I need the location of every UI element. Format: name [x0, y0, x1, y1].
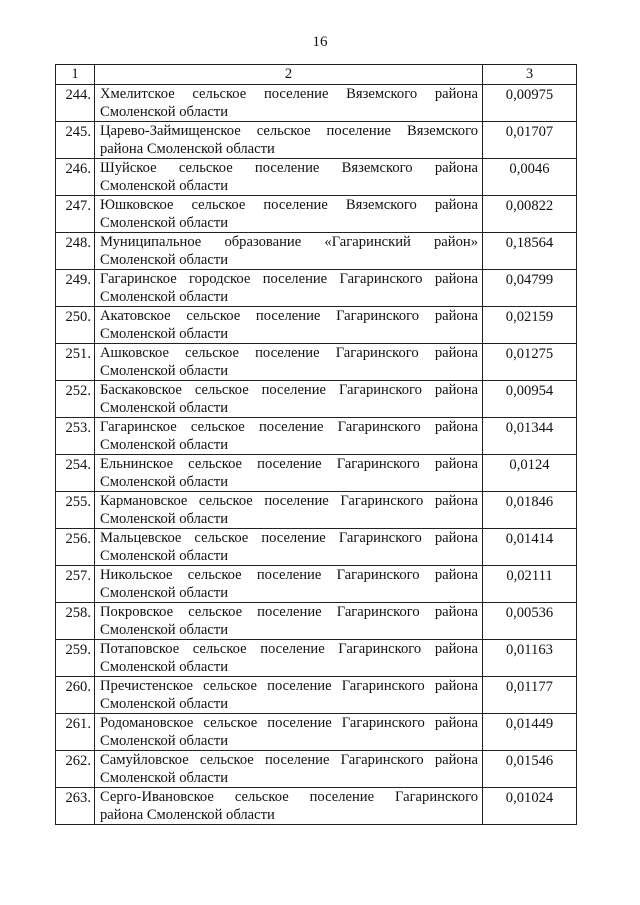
- row-number: 258.: [56, 603, 95, 640]
- table-row: [56, 529, 577, 566]
- municipality-name-line2: Смоленской области: [100, 621, 229, 638]
- municipality-name: [95, 307, 483, 344]
- table-row: [56, 85, 577, 122]
- municipality-name: [95, 714, 483, 751]
- municipality-name: [95, 455, 483, 492]
- municipality-name-line2: Смоленской области: [100, 251, 229, 268]
- page-number: 16: [312, 34, 328, 50]
- coefficient-value: 0,00954: [483, 381, 577, 418]
- coefficient-value: 0,01449: [483, 714, 577, 751]
- table-body: [56, 65, 577, 825]
- header-cell-value: 3: [483, 65, 577, 85]
- table-row: [56, 788, 577, 825]
- municipality-name-line2: Смоленской области: [100, 584, 229, 601]
- municipality-name-line1: Муниципальное образование «Гагаринский район»: [100, 234, 478, 250]
- table-row: [56, 159, 577, 196]
- coefficient-value: 0,0046: [483, 159, 577, 196]
- municipality-name: [95, 159, 483, 196]
- table-row: [56, 344, 577, 381]
- municipality-name: [95, 492, 483, 529]
- municipality-name-line1: Юшковское сельское поселение Вяземского района: [100, 197, 478, 213]
- row-number: 263.: [56, 788, 95, 825]
- municipality-name-line1: Ашковское сельское поселение Гагаринского района: [100, 345, 478, 361]
- coefficient-value: 0,01275: [483, 344, 577, 381]
- municipality-name-line1: Гагаринское городское поселение Гагаринского района: [100, 271, 478, 287]
- coefficient-value: 0,02111: [483, 566, 577, 603]
- municipality-name-line1: Ельнинское сельское поселение Гагаринского района: [100, 456, 478, 472]
- municipality-name-line1: Гагаринское сельское поселение Гагаринского района: [100, 419, 478, 435]
- municipality-name: [95, 751, 483, 788]
- allocation-table: [55, 64, 577, 825]
- municipality-name: [95, 529, 483, 566]
- coefficient-value: 0,01414: [483, 529, 577, 566]
- coefficient-value: 0,04799: [483, 270, 577, 307]
- row-number: 260.: [56, 677, 95, 714]
- coefficient-value: 0,02159: [483, 307, 577, 344]
- table-row: [56, 492, 577, 529]
- row-number: 248.: [56, 233, 95, 270]
- municipality-name-line1: Потаповское сельское поселение Гагаринского района: [100, 641, 478, 657]
- row-number: 252.: [56, 381, 95, 418]
- municipality-name: [95, 85, 483, 122]
- municipality-name-line2: Смоленской области: [100, 177, 229, 194]
- coefficient-value: 0,00822: [483, 196, 577, 233]
- row-number: 250.: [56, 307, 95, 344]
- municipality-name-line1: Хмелитское сельское поселение Вяземского района: [100, 86, 478, 102]
- table-row: [56, 381, 577, 418]
- municipality-name: [95, 640, 483, 677]
- municipality-name-line1: Серго-Ивановское сельское поселение Гагаринского: [100, 789, 478, 805]
- municipality-name-line1: Покровское сельское поселение Гагаринского района: [100, 604, 478, 620]
- municipality-name-line1: Шуйское сельское поселение Вяземского района: [100, 160, 478, 176]
- municipality-name-line2: Смоленской области: [100, 510, 229, 527]
- municipality-name-line2: Смоленской области: [100, 362, 229, 379]
- row-number: 247.: [56, 196, 95, 233]
- municipality-name: [95, 122, 483, 159]
- table-row: [56, 714, 577, 751]
- municipality-name-line1: Пречистенское сельское поселение Гагаринского района: [100, 678, 478, 694]
- table-row: [56, 307, 577, 344]
- municipality-name-line1: Кармановское сельское поселение Гагаринского района: [100, 493, 478, 509]
- table-row: [56, 233, 577, 270]
- row-number: 245.: [56, 122, 95, 159]
- coefficient-value: 0,01024: [483, 788, 577, 825]
- table-row: [56, 270, 577, 307]
- row-number: 249.: [56, 270, 95, 307]
- table-row: [56, 566, 577, 603]
- municipality-name-line2: Смоленской области: [100, 436, 229, 453]
- table-row: [56, 455, 577, 492]
- table-row: [56, 640, 577, 677]
- municipality-name: [95, 196, 483, 233]
- row-number: 256.: [56, 529, 95, 566]
- municipality-name-line1: Родомановское сельское поселение Гагаринского района: [100, 715, 478, 731]
- row-number: 255.: [56, 492, 95, 529]
- municipality-name-line2: Смоленской области: [100, 547, 229, 564]
- municipality-name: [95, 566, 483, 603]
- table-row: [56, 196, 577, 233]
- municipality-name: [95, 270, 483, 307]
- coefficient-value: 0,00536: [483, 603, 577, 640]
- row-number: 259.: [56, 640, 95, 677]
- municipality-name-line1: Никольское сельское поселение Гагаринского района: [100, 567, 478, 583]
- row-number: 251.: [56, 344, 95, 381]
- municipality-name: [95, 788, 483, 825]
- municipality-name: [95, 418, 483, 455]
- row-number: 254.: [56, 455, 95, 492]
- municipality-name-line2: Смоленской области: [100, 732, 229, 749]
- table-row: [56, 603, 577, 640]
- municipality-name-line1: Акатовское сельское поселение Гагаринского района: [100, 308, 478, 324]
- header-cell-number: 1: [56, 65, 95, 85]
- municipality-name-line2: района Смоленской области: [100, 140, 275, 157]
- municipality-name-line2: Смоленской области: [100, 769, 229, 786]
- coefficient-value: 0,01846: [483, 492, 577, 529]
- table-row: [56, 677, 577, 714]
- municipality-name-line2: Смоленской области: [100, 695, 229, 712]
- municipality-name-line1: Мальцевское сельское поселение Гагаринского района: [100, 530, 478, 546]
- municipality-name: [95, 233, 483, 270]
- municipality-name-line2: Смоленской области: [100, 214, 229, 231]
- table-row: [56, 122, 577, 159]
- municipality-name-line1: Самуйловское сельское поселение Гагаринского района: [100, 752, 478, 768]
- municipality-name-line2: Смоленской области: [100, 473, 229, 490]
- table-row: [56, 418, 577, 455]
- coefficient-value: 0,0124: [483, 455, 577, 492]
- municipality-name-line1: Баскаковское сельское поселение Гагаринского района: [100, 382, 478, 398]
- coefficient-value: 0,01546: [483, 751, 577, 788]
- municipality-name-line2: Смоленской области: [100, 325, 229, 342]
- row-number: 244.: [56, 85, 95, 122]
- coefficient-value: 0,01344: [483, 418, 577, 455]
- coefficient-value: 0,01707: [483, 122, 577, 159]
- coefficient-value: 0,01163: [483, 640, 577, 677]
- header-cell-name: 2: [95, 65, 483, 85]
- municipality-name-line2: Смоленской области: [100, 103, 229, 120]
- table-row: [56, 751, 577, 788]
- municipality-name: [95, 344, 483, 381]
- municipality-name: [95, 381, 483, 418]
- municipality-name-line2: Смоленской области: [100, 288, 229, 305]
- row-number: 253.: [56, 418, 95, 455]
- coefficient-value: 0,18564: [483, 233, 577, 270]
- row-number: 257.: [56, 566, 95, 603]
- coefficient-value: 0,00975: [483, 85, 577, 122]
- row-number: 246.: [56, 159, 95, 196]
- municipality-name-line2: района Смоленской области: [100, 806, 275, 823]
- municipality-name-line2: Смоленской области: [100, 399, 229, 416]
- municipality-name-line1: Царево-Займищенское сельское поселение Вяземского: [100, 123, 478, 139]
- municipality-name-line2: Смоленской области: [100, 658, 229, 675]
- municipality-name: [95, 677, 483, 714]
- coefficient-value: 0,01177: [483, 677, 577, 714]
- header-row: [56, 65, 577, 85]
- row-number: 262.: [56, 751, 95, 788]
- municipality-name: [95, 603, 483, 640]
- row-number: 261.: [56, 714, 95, 751]
